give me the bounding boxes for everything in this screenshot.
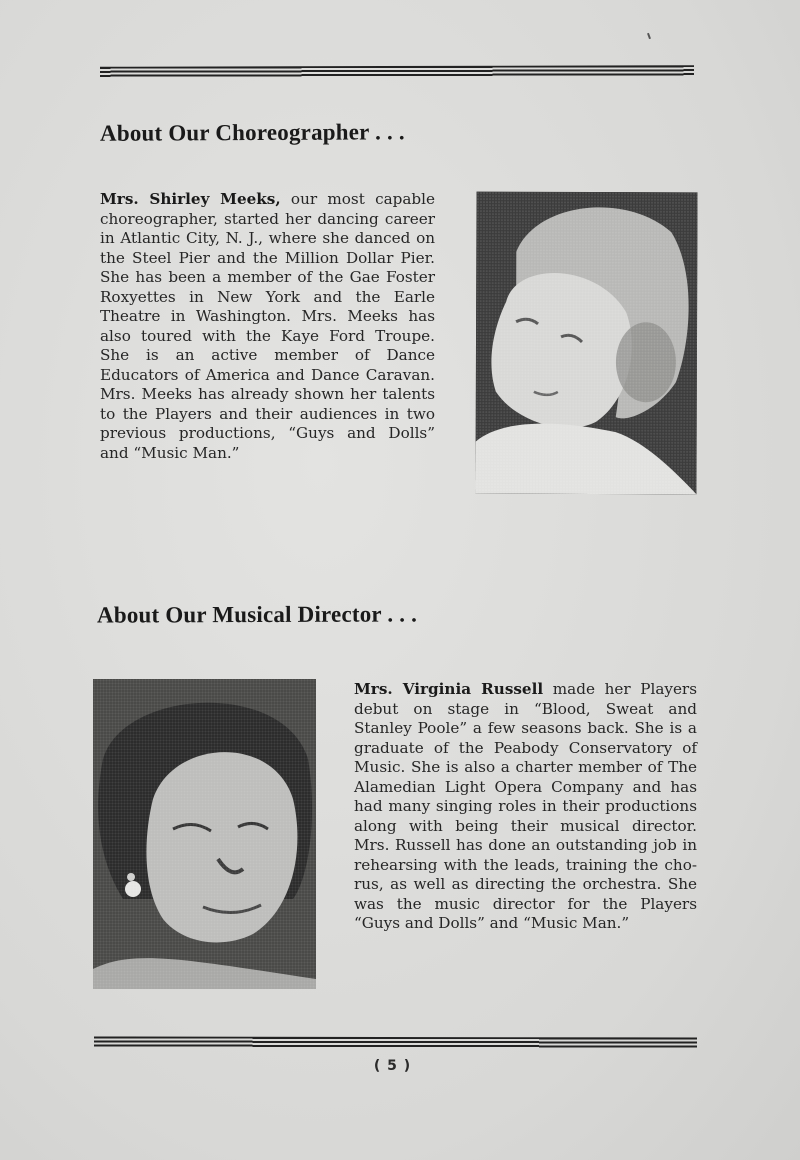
choreographer-photo bbox=[475, 192, 697, 495]
paper-speck bbox=[647, 33, 651, 39]
musical-director-heading: About Our Musical Director . . . bbox=[96, 601, 418, 628]
choreographer-bio bbox=[100, 190, 435, 463]
musical-director-bio-text: made her Players debut on stage in “Blood, Sweat and Stanley Poole” a few seasons back. She is a graduate of the Peabody Conservatory of Music. She is also a charter member of The Alamedian Light Opera Company and has had many singing roles in their productions along with being their musical director. Mrs. Russell has done an outstanding job in rehearsing with the leads, training the chorus, as well as directing the orchestra. She was the music director for the Players “Guys and Dolls” and “Music Man.” bbox=[354, 680, 697, 932]
musical-director-name: Mrs. Virginia Russell bbox=[354, 680, 544, 698]
choreographer-bio-text: our most capable choreographer, started her dancing career in Atlantic City, N. J., where she danced on the Steel Pier and the Million Dollar Pier. She has been a member of the Gae Foster Roxyettes in New York and the Earle Theatre in Washington. Mrs. Meeks has also toured with the Kaye Ford Troupe. She is an active member of Dance Educators of America and Dance Caravan. Mrs. Meeks has already shown her talents to the Players and their audiences in two previous productions, “Guys and Dolls” and “Music Man.” bbox=[100, 190, 436, 462]
halftone-overlay bbox=[93, 679, 316, 989]
bottom-triple-rule bbox=[94, 1036, 697, 1048]
halftone-overlay bbox=[475, 192, 697, 495]
page-number: ( 5 ) bbox=[373, 1058, 412, 1074]
choreographer-heading: About Our Choreographer . . . bbox=[99, 119, 405, 146]
top-triple-rule bbox=[100, 65, 694, 78]
choreographer-name: Mrs. Shirley Meeks, bbox=[100, 190, 281, 208]
musical-director-bio bbox=[354, 680, 697, 934]
musical-director-photo bbox=[93, 679, 316, 989]
